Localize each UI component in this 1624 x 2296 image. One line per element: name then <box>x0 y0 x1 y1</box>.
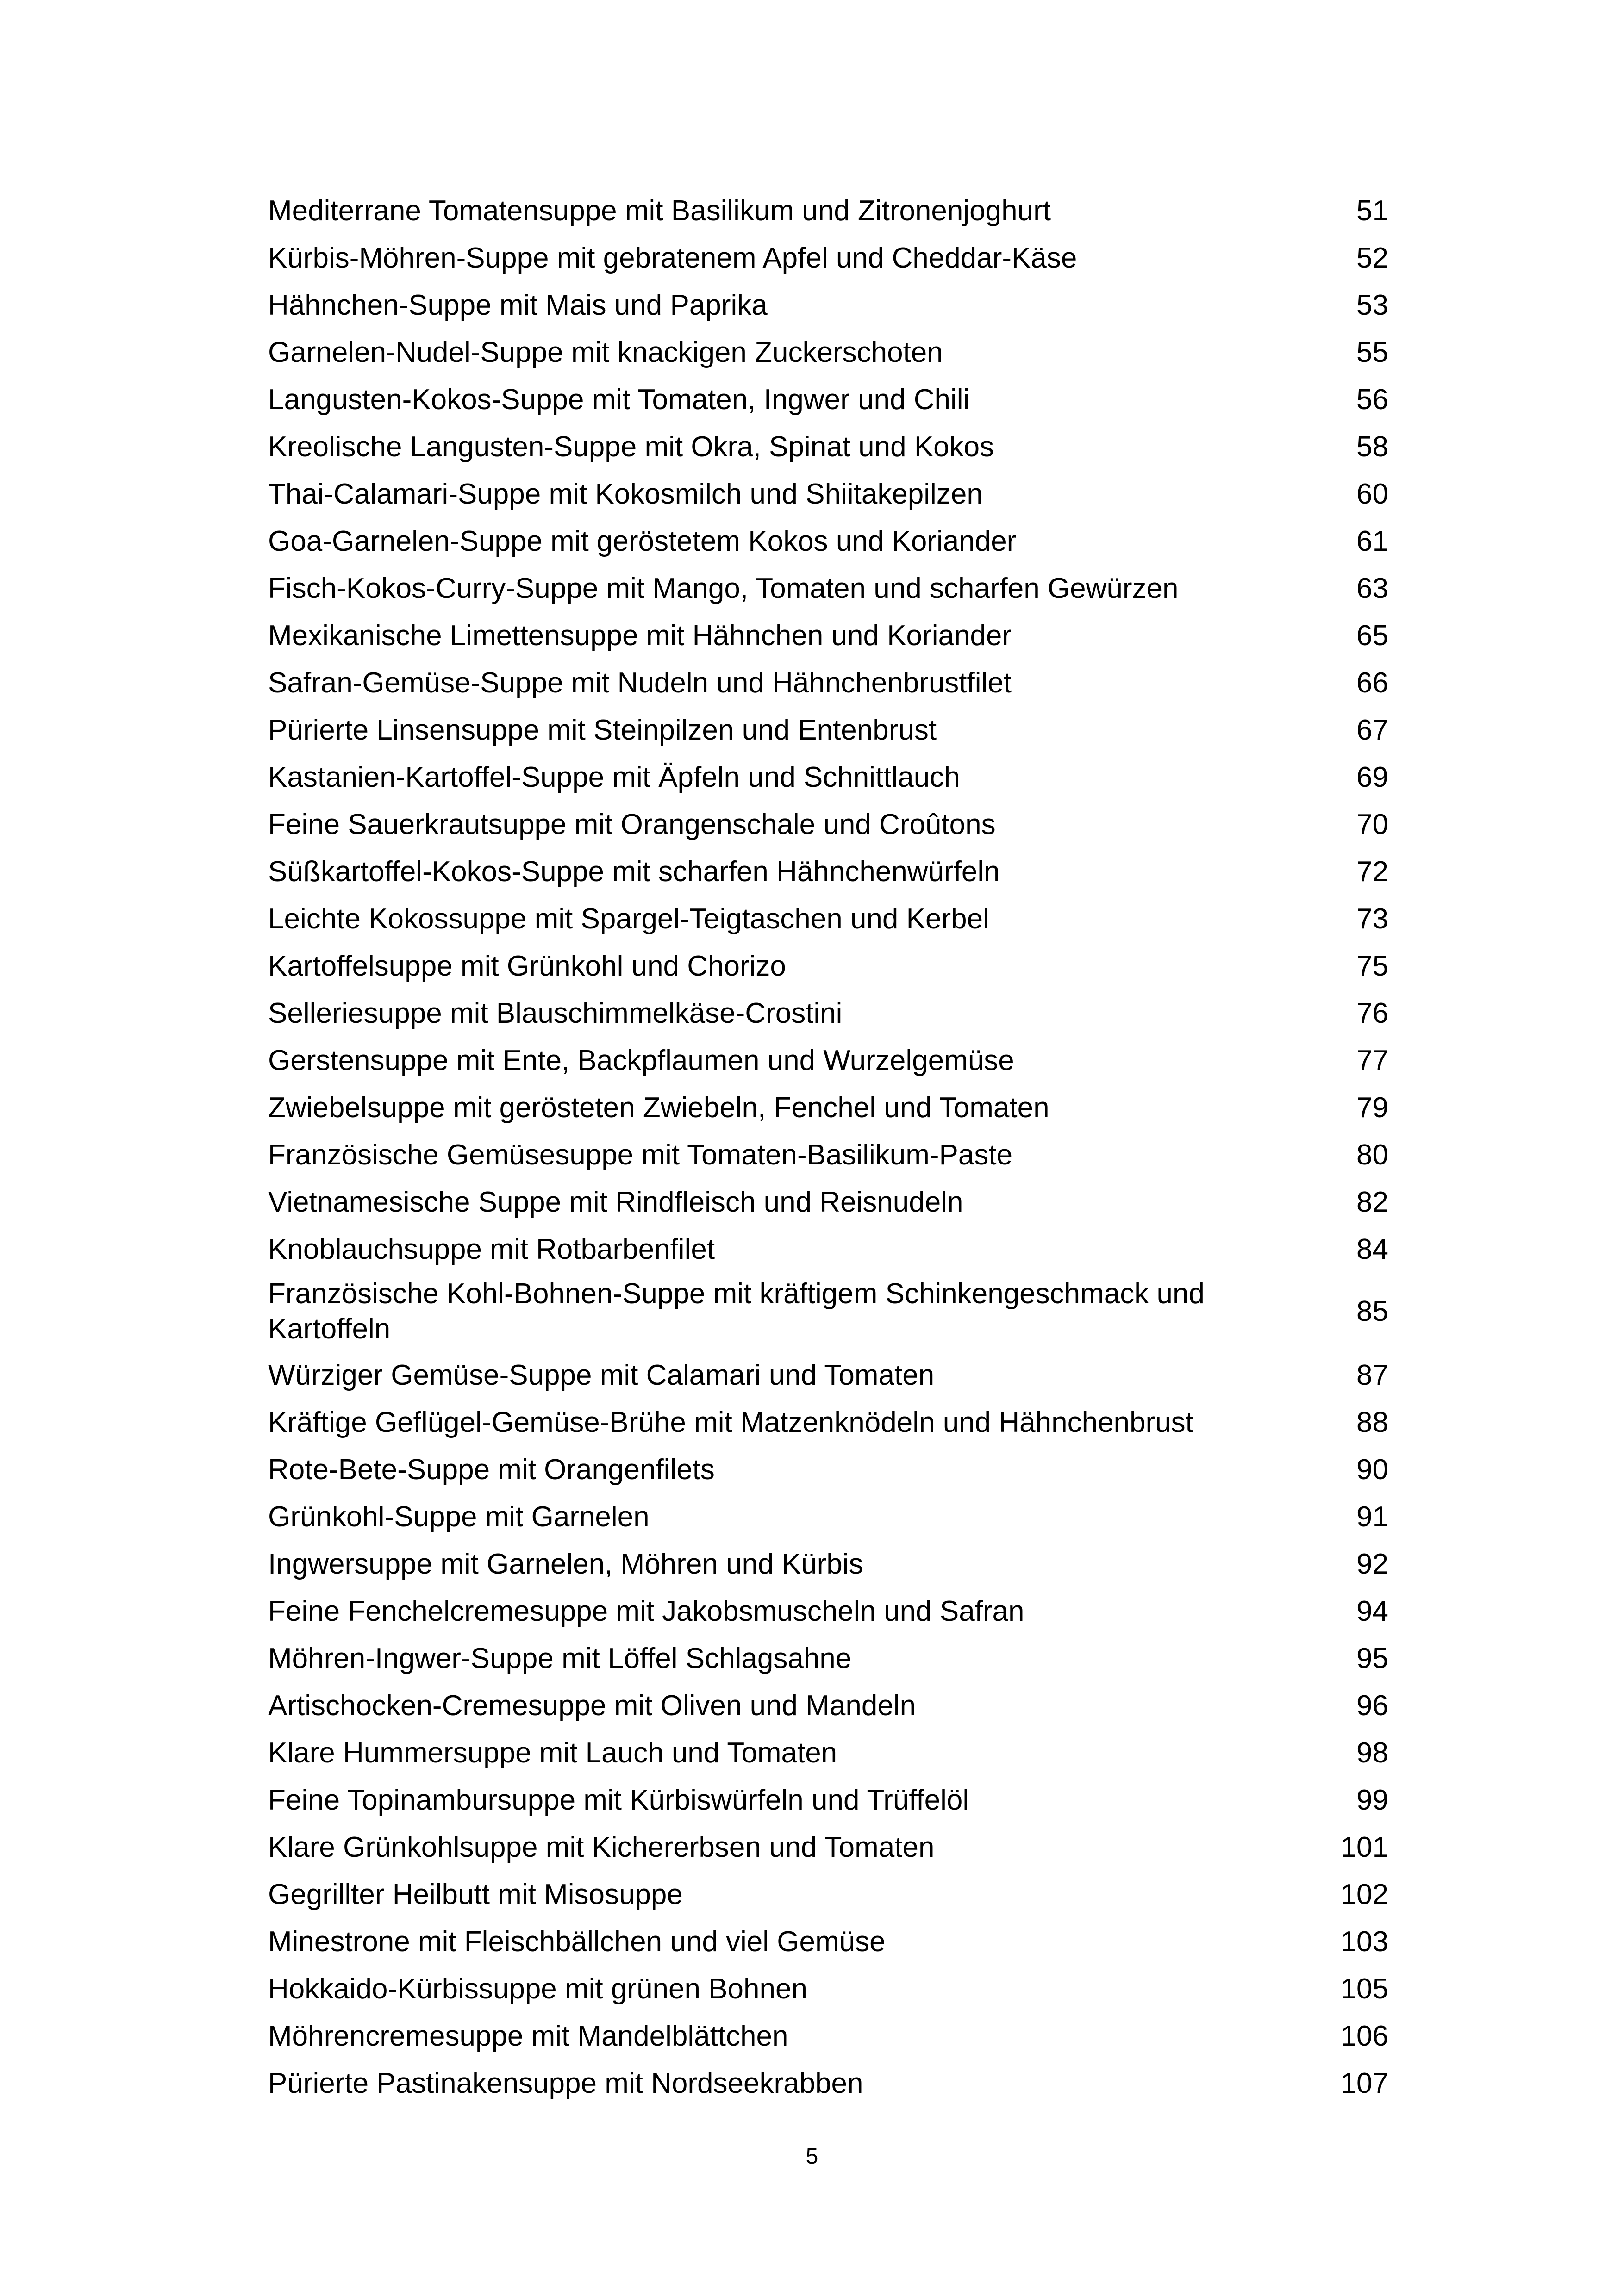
toc-entry-title: Mexikanische Limettensuppe mit Hähnchen und Koriander <box>268 620 1012 652</box>
toc-entry-page: 67 <box>1356 714 1388 746</box>
toc-entry <box>268 660 1388 707</box>
toc-entry <box>268 1541 1388 1588</box>
toc-entry <box>268 1226 1388 1273</box>
toc-entry-title: Kräftige Geflügel-Gemüse-Brühe mit Matzenknödeln und Hähnchenbrust <box>268 1406 1193 1438</box>
toc-entry <box>268 1084 1388 1132</box>
toc-entry-page: 98 <box>1356 1737 1388 1769</box>
toc-entry-title: Selleriesuppe mit Blauschimmelkäse-Crostini <box>268 997 843 1029</box>
toc-entry-title: Gegrillter Heilbutt mit Misosuppe <box>268 1879 683 1910</box>
toc-entry-title: Gerstensuppe mit Ente, Backpflaumen und Wurzelgemüse <box>268 1045 1014 1076</box>
toc-entry-page: 60 <box>1356 478 1388 510</box>
toc-entry-title: Garnelen-Nudel-Suppe mit knackigen Zuckerschoten <box>268 336 943 368</box>
toc-entry-page: 105 <box>1340 1973 1388 2005</box>
toc-entry-page: 56 <box>1356 384 1388 416</box>
toc-entry-page: 87 <box>1356 1359 1388 1391</box>
toc-entry-title: Fisch-Kokos-Curry-Suppe mit Mango, Tomaten und scharfen Gewürzen <box>268 572 1179 604</box>
toc-entry <box>268 612 1388 660</box>
toc-entry-title: Möhren-Ingwer-Suppe mit Löffel Schlagsahne <box>268 1643 852 1674</box>
toc-entry-page: 101 <box>1340 1831 1388 1863</box>
toc-entry-page: 51 <box>1356 195 1388 227</box>
toc-entry <box>268 329 1388 376</box>
toc-entry-page: 88 <box>1356 1406 1388 1438</box>
toc-entry-title: Hokkaido-Kürbissuppe mit grünen Bohnen <box>268 1973 807 2005</box>
toc-entry <box>268 2060 1388 2107</box>
toc-entry-page: 66 <box>1356 667 1388 699</box>
toc-entry-title: Französische Gemüsesuppe mit Tomaten-Basilikum-Paste <box>268 1139 1013 1171</box>
toc-entry <box>268 2013 1388 2060</box>
toc-entry-page: 75 <box>1356 950 1388 982</box>
toc-entry-title: Französische Kohl-Bohnen-Suppe mit kräftigem Schinkengeschmack und Kartoffeln <box>268 1278 1205 1345</box>
toc-entry-page: 102 <box>1340 1879 1388 1910</box>
toc-entry <box>268 754 1388 801</box>
toc-entry-page: 84 <box>1356 1233 1388 1265</box>
toc-entry-page: 52 <box>1356 242 1388 274</box>
toc-entry <box>268 1588 1388 1635</box>
toc-entry-title: Hähnchen-Suppe mit Mais und Paprika <box>268 289 768 321</box>
toc-entry <box>268 1635 1388 1682</box>
toc-entry-page: 94 <box>1356 1595 1388 1627</box>
toc-entry-page: 76 <box>1356 997 1388 1029</box>
toc-entry-title: Knoblauchsuppe mit Rotbarbenfilet <box>268 1233 715 1265</box>
toc-entry-page: 103 <box>1340 1926 1388 1958</box>
toc-entry-title: Thai-Calamari-Suppe mit Kokosmilch und Shiitakepilzen <box>268 478 983 510</box>
toc-entry-title: Pürierte Pastinakensuppe mit Nordseekrabben <box>268 2067 863 2099</box>
toc-entry-title: Minestrone mit Fleischbällchen und viel Gemüse <box>268 1926 886 1958</box>
toc-entry-page: 92 <box>1356 1548 1388 1580</box>
toc-entry <box>268 471 1388 518</box>
toc-entry-title: Kreolische Langusten-Suppe mit Okra, Spinat und Kokos <box>268 431 994 463</box>
toc-entry-page: 58 <box>1356 431 1388 463</box>
toc-entry-page: 63 <box>1356 572 1388 604</box>
toc-entry-title: Grünkohl-Suppe mit Garnelen <box>268 1501 650 1533</box>
toc-entry <box>268 990 1388 1037</box>
toc-entry <box>268 518 1388 565</box>
toc-entry <box>268 707 1388 754</box>
table-of-contents <box>268 187 1388 2107</box>
page-number: 5 <box>806 2144 818 2169</box>
toc-entry-title: Würziger Gemüse-Suppe mit Calamari und Tomaten <box>268 1359 935 1391</box>
toc-entry-title: Zwiebelsuppe mit gerösteten Zwiebeln, Fenchel und Tomaten <box>268 1092 1049 1124</box>
toc-entry-page: 96 <box>1356 1690 1388 1722</box>
toc-entry-page: 69 <box>1356 761 1388 793</box>
toc-entry-title: Feine Sauerkrautsuppe mit Orangenschale und Croûtons <box>268 809 996 840</box>
toc-entry <box>268 896 1388 943</box>
toc-entry-title: Safran-Gemüse-Suppe mit Nudeln und Hähnchenbrustfilet <box>268 667 1012 699</box>
toc-entry <box>268 801 1388 848</box>
toc-entry-title: Leichte Kokossuppe mit Spargel-Teigtaschen und Kerbel <box>268 903 989 935</box>
toc-entry-title: Kartoffelsuppe mit Grünkohl und Chorizo <box>268 950 786 982</box>
toc-entry-page: 73 <box>1356 903 1388 935</box>
toc-entry-title: Pürierte Linsensuppe mit Steinpilzen und Entenbrust <box>268 714 937 746</box>
toc-entry <box>268 1179 1388 1226</box>
toc-entry <box>268 235 1388 282</box>
toc-entry <box>268 1824 1388 1871</box>
toc-entry-title: Ingwersuppe mit Garnelen, Möhren und Kürbis <box>268 1548 863 1580</box>
toc-entry-title: Süßkartoffel-Kokos-Suppe mit scharfen Hähnchenwürfeln <box>268 856 1000 888</box>
toc-entry-title: Rote-Bete-Suppe mit Orangenfilets <box>268 1454 715 1486</box>
toc-entry <box>268 1399 1388 1446</box>
toc-entry-page: 70 <box>1356 809 1388 840</box>
toc-entry <box>268 1777 1388 1824</box>
toc-entry <box>268 1966 1388 2013</box>
toc-entry-page: 107 <box>1340 2067 1388 2099</box>
toc-entry-title: Langusten-Kokos-Suppe mit Tomaten, Ingwer und Chili <box>268 384 970 416</box>
toc-entry <box>268 282 1388 329</box>
toc-entry-title: Klare Grünkohlsuppe mit Kichererbsen und Tomaten <box>268 1831 935 1863</box>
toc-entry <box>268 1730 1388 1777</box>
toc-entry-page: 85 <box>1356 1295 1388 1327</box>
toc-entry <box>268 1871 1388 1918</box>
toc-entry-title: Mediterrane Tomatensuppe mit Basilikum und Zitronenjoghurt <box>268 195 1051 227</box>
toc-entry <box>268 1918 1388 1966</box>
toc-entry-page: 99 <box>1356 1784 1388 1816</box>
toc-entry-page: 61 <box>1356 525 1388 557</box>
toc-entry <box>268 848 1388 896</box>
toc-entry-page: 95 <box>1356 1643 1388 1674</box>
toc-entry-title: Vietnamesische Suppe mit Rindfleisch und Reisnudeln <box>268 1186 963 1218</box>
toc-entry-page: 65 <box>1356 620 1388 652</box>
toc-entry-page: 72 <box>1356 856 1388 888</box>
toc-entry <box>268 1273 1388 1352</box>
toc-entry <box>268 565 1388 612</box>
toc-entry-title: Möhrencremesuppe mit Mandelblättchen <box>268 2020 788 2052</box>
toc-entry-page: 55 <box>1356 336 1388 368</box>
toc-entry-title: Goa-Garnelen-Suppe mit geröstetem Kokos und Koriander <box>268 525 1017 557</box>
toc-entry-page: 91 <box>1356 1501 1388 1533</box>
toc-entry-page: 106 <box>1340 2020 1388 2052</box>
toc-entry <box>268 1493 1388 1541</box>
toc-entry-title: Feine Fenchelcremesuppe mit Jakobsmuscheln und Safran <box>268 1595 1024 1627</box>
toc-entry <box>268 1446 1388 1493</box>
toc-entry <box>268 187 1388 235</box>
toc-entry-page: 77 <box>1356 1045 1388 1076</box>
toc-entry-title: Feine Topinambursuppe mit Kürbiswürfeln und Trüffelöl <box>268 1784 969 1816</box>
toc-entry <box>268 423 1388 471</box>
toc-entry-page: 90 <box>1356 1454 1388 1486</box>
toc-entry-title: Kürbis-Möhren-Suppe mit gebratenem Apfel und Cheddar-Käse <box>268 242 1077 274</box>
toc-entry-page: 80 <box>1356 1139 1388 1171</box>
toc-entry <box>268 1132 1388 1179</box>
toc-entry-page: 79 <box>1356 1092 1388 1124</box>
toc-entry-page: 53 <box>1356 289 1388 321</box>
toc-entry-title: Klare Hummersuppe mit Lauch und Tomaten <box>268 1737 837 1769</box>
toc-entry-title: Artischocken-Cremesuppe mit Oliven und Mandeln <box>268 1690 916 1722</box>
toc-entry <box>268 1682 1388 1730</box>
toc-entry-page: 82 <box>1356 1186 1388 1218</box>
toc-entry <box>268 1037 1388 1084</box>
toc-entry <box>268 376 1388 423</box>
toc-entry <box>268 1352 1388 1399</box>
toc-entry-title: Kastanien-Kartoffel-Suppe mit Äpfeln und Schnittlauch <box>268 761 960 793</box>
toc-entry <box>268 943 1388 990</box>
